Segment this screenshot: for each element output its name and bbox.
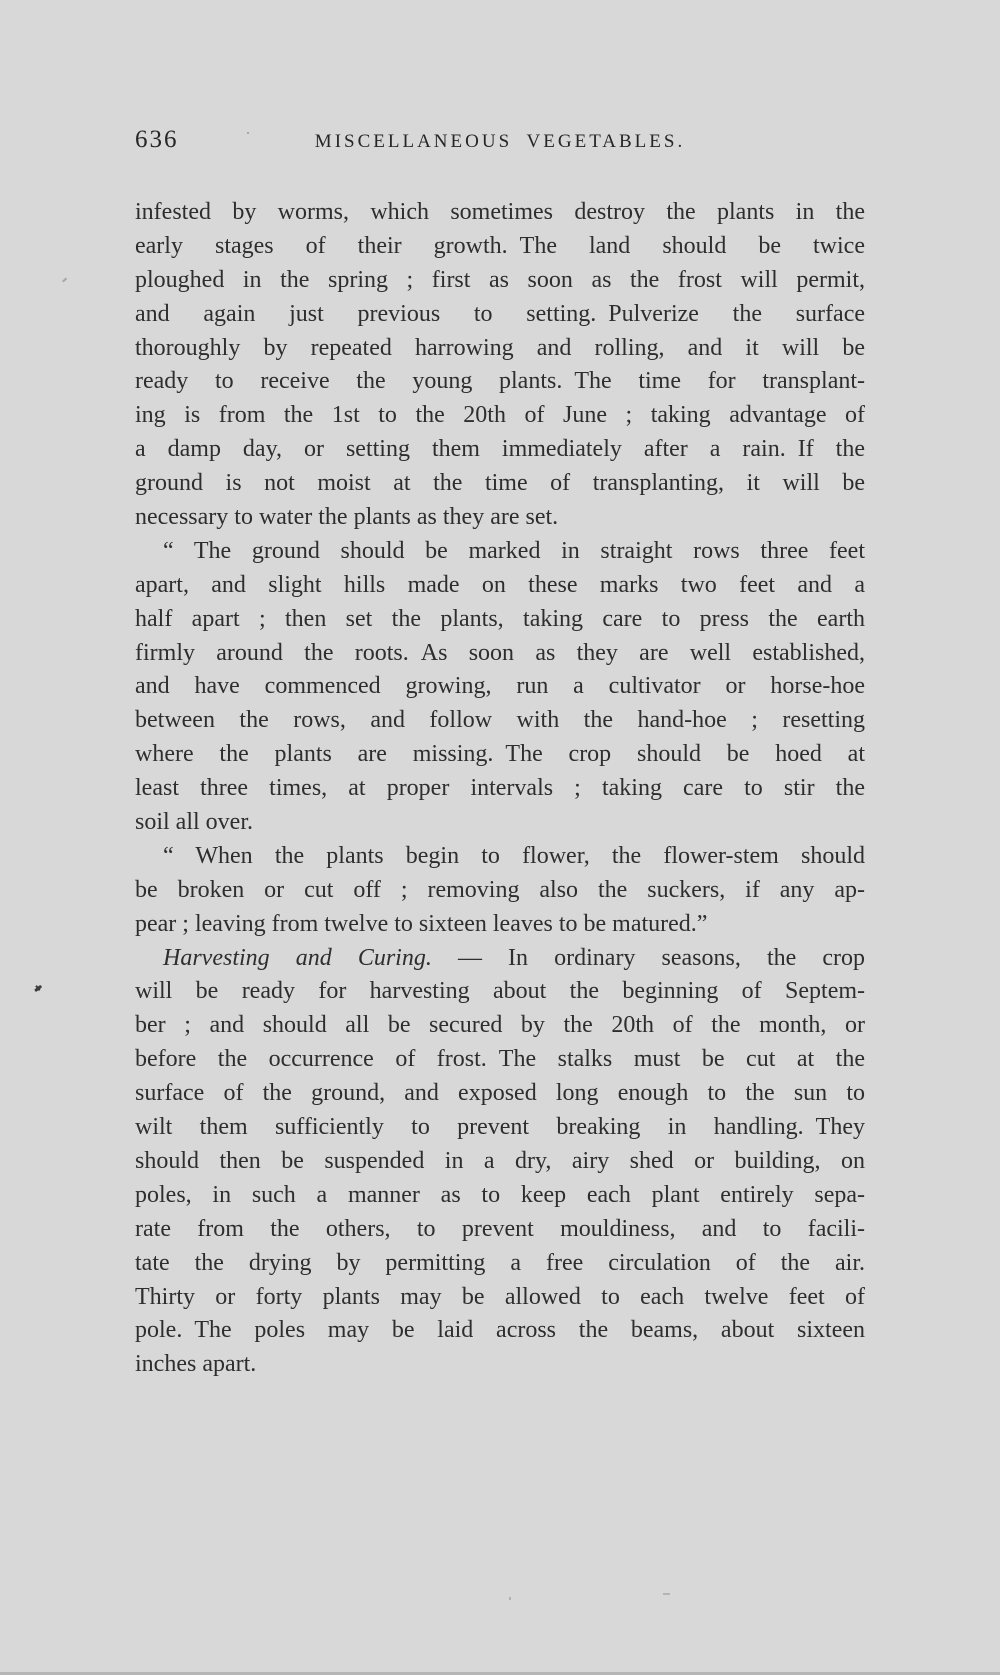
- text-line: half apart ; then set the plants, taking care to press the earth: [135, 605, 865, 632]
- text-line: will be ready for harvesting about the beginning of Septem-: [135, 978, 865, 1005]
- text-line: ber ; and should all be secured by the 20th of the month, or: [135, 1012, 865, 1039]
- text-line: Thirty or forty plants may be allowed to each twelve feet of: [135, 1283, 865, 1310]
- text-line: ing is from the 1st to the 20th of June ; taking advantage of: [135, 402, 865, 429]
- text-line: tate the drying by permitting a free circulation of the air.: [135, 1249, 865, 1276]
- text-line: apart, and slight hills made on these marks two feet and a: [135, 571, 865, 598]
- paragraph: [135, 840, 865, 942]
- text-line: Harvesting and Curing. — In ordinary seasons, the crop: [163, 944, 865, 971]
- scan-speck: [247, 132, 249, 134]
- text-line: necessary to water the plants as they are set.: [135, 504, 559, 531]
- text-line: pear ; leaving from twelve to sixteen leaves to be matured.”: [135, 910, 708, 937]
- text-line: surface of the ground, and exposed long enough to the sun to: [135, 1080, 865, 1107]
- text-line: soil all over.: [135, 809, 253, 836]
- text-line: and again just previous to setting. Pulverize the surface: [135, 300, 865, 327]
- paragraph: [135, 942, 865, 1383]
- page-body: [135, 196, 865, 1382]
- text-line: poles, in such a manner as to keep each plant entirely sepa-: [135, 1181, 865, 1208]
- text-line: firmly around the roots. As soon as they are well established,: [135, 639, 865, 666]
- text-line: be broken or cut off ; removing also the suckers, if any ap-: [135, 876, 865, 903]
- text-line: ploughed in the spring ; first as soon as the frost will permit,: [135, 266, 865, 293]
- text-line: a damp day, or setting them immediately after a rain. If the: [135, 436, 865, 463]
- scan-speck: [34, 985, 42, 992]
- text-line: inches apart.: [135, 1351, 257, 1378]
- text-line: wilt them sufficiently to prevent breaking in handling. They: [135, 1114, 865, 1141]
- text-line: thoroughly by repeated harrowing and rolling, and it will be: [135, 334, 865, 361]
- page-number: 636: [135, 126, 179, 153]
- text-line: infested by worms, which sometimes destroy the plants in the: [135, 199, 865, 225]
- text-line: and have commenced growing, run a cultivator or horse-hoe: [135, 673, 865, 700]
- text-line: early stages of their growth. The land should be twice: [135, 232, 865, 259]
- text-line: rate from the others, to prevent mouldiness, and to facili-: [135, 1215, 865, 1242]
- text-line: “ The ground should be marked in straight rows three feet: [163, 537, 865, 564]
- scan-speck: [62, 278, 67, 282]
- scan-speck: [663, 1593, 670, 1595]
- paragraph: [135, 535, 865, 840]
- text-line: where the plants are missing. The crop should be hoed at: [135, 741, 865, 768]
- scan-speck: [509, 1597, 511, 1600]
- page-header: [0, 126, 1000, 160]
- running-head-title: MISCELLANEOUS VEGETABLES.: [314, 131, 686, 152]
- text-line: pole. The poles may be laid across the beams, about sixteen: [135, 1317, 865, 1344]
- text-line: should then be suspended in a dry, airy shed or building, on: [135, 1147, 865, 1174]
- text-line: ground is not moist at the time of transplanting, it will be: [135, 470, 865, 497]
- text-line: between the rows, and follow with the hand-hoe ; resetting: [135, 707, 865, 734]
- text-line: least three times, at proper intervals ; taking care to stir the: [135, 775, 865, 802]
- text-line: “ When the plants begin to flower, the flower-stem should: [163, 842, 865, 869]
- paragraph: [135, 196, 865, 535]
- text-line: before the occurrence of frost. The stalks must be cut at the: [135, 1046, 865, 1073]
- text-line: ready to receive the young plants. The time for transplant-: [135, 368, 865, 395]
